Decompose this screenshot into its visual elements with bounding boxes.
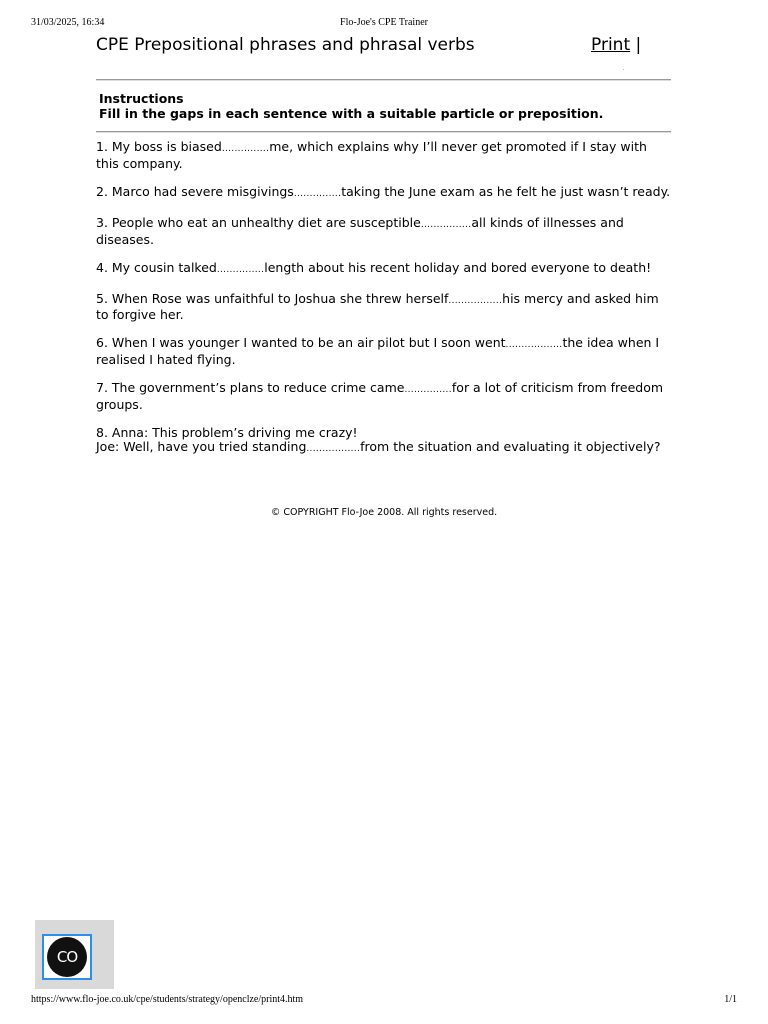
print-footer-url: https://www.flo-joe.co.uk/cpe/students/strategy/openclze/print4.htm bbox=[31, 994, 304, 1005]
print-link-wrap bbox=[591, 35, 641, 55]
dialogue-line-joe bbox=[96, 440, 671, 457]
print-header bbox=[31, 17, 737, 31]
top-divider bbox=[96, 79, 671, 81]
answer-gap: ............... bbox=[293, 188, 342, 199]
answer-gap: ............... bbox=[216, 264, 265, 275]
dialogue-line-anna: 8. Anna: This problem’s driving me crazy! bbox=[96, 424, 358, 440]
answer-gap: ................ bbox=[420, 219, 472, 230]
print-footer-page: 1/1 bbox=[724, 994, 737, 1005]
print-header-datetime: 31/03/2025, 16:34 bbox=[31, 17, 105, 28]
question-4 bbox=[96, 261, 671, 278]
co-widget-panel bbox=[35, 920, 114, 989]
question-8 bbox=[96, 426, 671, 457]
question-text-after: all kinds of illnesses and diseases. bbox=[96, 214, 624, 247]
question-text-after: his mercy and asked him to forgive her. bbox=[96, 290, 659, 323]
print-header-site-title: Flo-Joe's CPE Trainer bbox=[340, 17, 428, 28]
question-text-after: me, which explains why I’ll never get promoted if I stay with this company. bbox=[96, 139, 647, 171]
instructions-divider bbox=[96, 131, 671, 133]
question-text-after: taking the June exam as he felt he just wasn’t ready. bbox=[341, 183, 671, 199]
question-text-before: Joe: Well, have you tried standing bbox=[96, 438, 307, 454]
answer-gap: ................. bbox=[448, 295, 503, 306]
question-1 bbox=[96, 140, 671, 171]
print-link[interactable]: Print bbox=[591, 35, 631, 55]
question-text-before: 4. My cousin talked bbox=[96, 259, 217, 275]
question-text-after: the idea when I realised I hated flying. bbox=[96, 335, 660, 368]
question-text-before: 1. My boss is biased bbox=[96, 139, 222, 154]
answer-gap: ................. bbox=[306, 443, 361, 454]
question-text-before: 3. People who eat an unhealthy diet are susceptible bbox=[96, 214, 421, 230]
co-logo-icon: CO bbox=[47, 937, 87, 977]
co-widget-button[interactable] bbox=[42, 934, 92, 980]
question-list bbox=[96, 140, 671, 471]
print-footer bbox=[31, 994, 737, 1008]
page-title: CPE Prepositional phrases and phrasal verbs bbox=[96, 35, 475, 55]
question-6 bbox=[96, 336, 671, 367]
question-text-after: from the situation and evaluating it objectively? bbox=[360, 438, 661, 454]
instructions-text: Fill in the gaps in each sentence with a suitable particle or preposition. bbox=[99, 105, 604, 121]
decorative-dot bbox=[623, 69, 624, 70]
question-2 bbox=[96, 185, 671, 202]
instructions-heading: Instructions bbox=[99, 91, 184, 106]
copyright-notice: © COPYRIGHT Flo-Joe 2008. All rights reserved. bbox=[270, 507, 498, 518]
question-5 bbox=[96, 292, 671, 323]
answer-gap: ............... bbox=[221, 144, 270, 154]
question-text-before: 7. The government’s plans to reduce crime came bbox=[96, 380, 405, 396]
question-7 bbox=[96, 381, 671, 412]
question-text-before: 6. When I was younger I wanted to be an air pilot but I soon went bbox=[96, 335, 506, 351]
print-separator: | bbox=[635, 35, 642, 55]
question-text-after: length about his recent holiday and bored everyone to death! bbox=[264, 259, 652, 275]
question-3 bbox=[96, 216, 671, 247]
question-text-before: 5. When Rose was unfaithful to Joshua she threw herself bbox=[96, 290, 449, 306]
answer-gap: ............... bbox=[404, 385, 452, 396]
title-row bbox=[96, 35, 671, 59]
answer-gap: .................. bbox=[505, 340, 563, 351]
question-text-before: 2. Marco had severe misgivings bbox=[96, 183, 294, 199]
question-text-after: for a lot of criticism from freedom groups. bbox=[96, 380, 664, 412]
instructions-block bbox=[99, 92, 669, 121]
